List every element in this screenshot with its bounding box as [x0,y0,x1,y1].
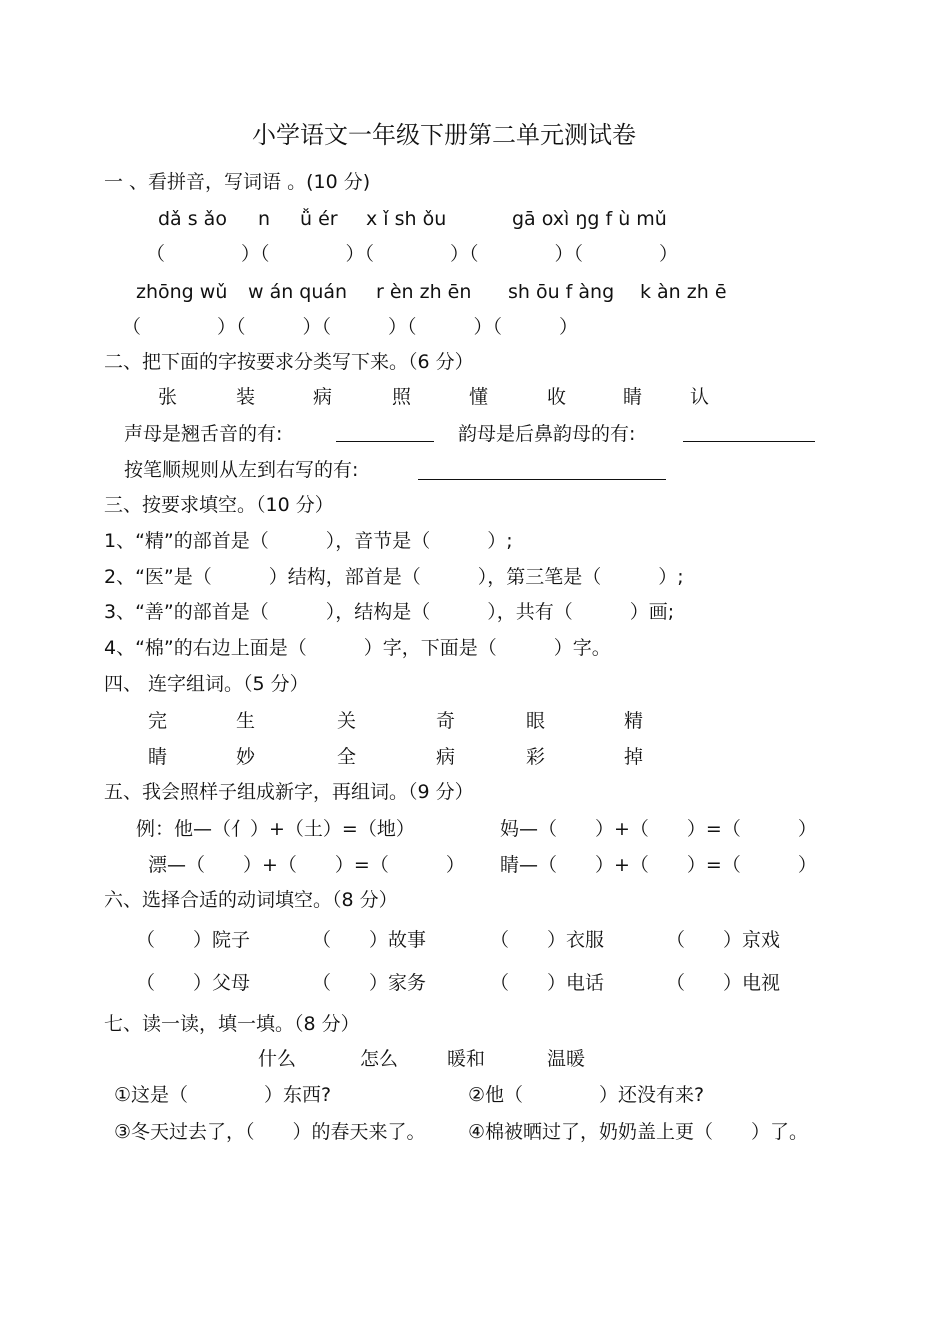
question-label: 韵母是后鼻韵母的有: [458,423,636,445]
section-2-heading: 二、把下面的字按要求分类写下来。（6 分） [104,351,474,373]
fill-line[interactable]: 3、“善”的部首是（ ），结构是（ ），共有（ ）画; [104,601,675,623]
word-choice: 什么 [258,1048,297,1070]
fill-line[interactable]: ①这是（ ）东西? [114,1084,332,1106]
fill-line[interactable]: 2、“医”是（ ）结构，部首是（ ），第三笔是（ ）; [104,566,684,588]
char-item: 认 [690,386,710,408]
fill-line[interactable]: 漂—（ ）+（ ）=（ ） [148,854,465,876]
pinyin-item: dǎ s ǎo [158,208,227,230]
char-item[interactable]: 奇 [436,710,456,732]
section-7-heading: 七、读一读，填一填。（8 分） [104,1013,360,1035]
char-item[interactable]: 睛 [148,746,168,768]
char-item: 装 [236,386,256,408]
fill-line[interactable]: ②他（ ）还没有来? [468,1084,705,1106]
answer-line[interactable] [336,441,434,442]
fill-line[interactable]: 1、“精”的部首是（ ），音节是（ ）; [104,530,513,552]
fill-item[interactable]: （ ）衣服 [490,929,605,951]
answer-brackets[interactable]: （ ）（ ）（ ）（ ）（ ） [122,316,579,338]
section-5-heading: 五、我会照样子组成新字，再组词。（9 分） [104,781,474,803]
fill-item[interactable]: （ ）电视 [666,972,781,994]
char-item[interactable]: 生 [236,710,256,732]
char-item: 张 [158,386,178,408]
pinyin-item: w án quán [248,281,348,303]
char-item[interactable]: 全 [337,746,357,768]
section-1-heading: 一 、看拼音，写词语 。(10 分) [104,171,371,193]
char-item: 懂 [469,386,489,408]
char-item: 照 [392,386,412,408]
answer-line[interactable] [418,479,666,480]
char-item[interactable]: 精 [624,710,644,732]
fill-line[interactable]: ③冬天过去了，（ ）的春天来了。 [114,1121,426,1143]
fill-item[interactable]: （ ）家务 [312,972,427,994]
char-item: 收 [547,386,567,408]
char-item[interactable]: 眼 [526,710,546,732]
char-item[interactable]: 妙 [236,746,256,768]
fill-item[interactable]: （ ）电话 [490,972,605,994]
fill-line[interactable]: 睛—（ ）+（ ）=（ ） [500,854,817,876]
char-item: 病 [313,386,333,408]
pinyin-item: x ǐ sh ǒu [366,208,447,230]
answer-line[interactable] [683,441,815,442]
fill-line[interactable]: 4、“棉”的右边上面是（ ）字，下面是（ ）字。 [104,637,611,659]
char-item[interactable]: 彩 [526,746,546,768]
example-line: 例：他—（亻）+（土）=（地） [136,818,415,840]
page-title: 小学语文一年级下册第二单元测试卷 [252,121,636,149]
fill-line[interactable]: ④棉被晒过了，奶奶盖上更（ ）了。 [468,1121,809,1143]
question-label: 声母是翘舌音的有: [124,423,283,445]
word-choice: 怎么 [360,1048,399,1070]
pinyin-item: gā oxì ŋg f ù mǔ [512,208,667,230]
pinyin-item: r èn zh ēn [376,281,472,303]
char-item: 睛 [623,386,643,408]
answer-brackets[interactable]: （ ）（ ）（ ）（ ）（ ） [146,243,679,265]
char-item[interactable]: 关 [337,710,357,732]
word-choice: 暖和 [447,1048,486,1070]
word-choice: 温暖 [547,1048,586,1070]
fill-item[interactable]: （ ）父母 [136,972,251,994]
question-label: 按笔顺规则从左到右写的有: [124,459,359,481]
section-3-heading: 三、按要求填空。（10 分） [104,494,334,516]
pinyin-item: ǚ ér [300,208,338,230]
fill-item[interactable]: （ ）京戏 [666,929,781,951]
fill-item[interactable]: （ ）故事 [312,929,427,951]
char-item[interactable]: 掉 [624,746,644,768]
char-item[interactable]: 完 [148,710,168,732]
char-item[interactable]: 病 [436,746,456,768]
section-4-heading: 四、 连字组词。（5 分） [104,673,309,695]
fill-item[interactable]: （ ）院子 [136,929,251,951]
pinyin-item: n [258,208,271,230]
pinyin-item: zhōng wǔ [136,281,228,303]
section-6-heading: 六、选择合适的动词填空。（8 分） [104,889,398,911]
fill-line[interactable]: 妈—（ ）+（ ）=（ ） [500,818,817,840]
pinyin-item: sh ōu f àng [508,281,615,303]
pinyin-item: k àn zh ē [640,281,727,303]
